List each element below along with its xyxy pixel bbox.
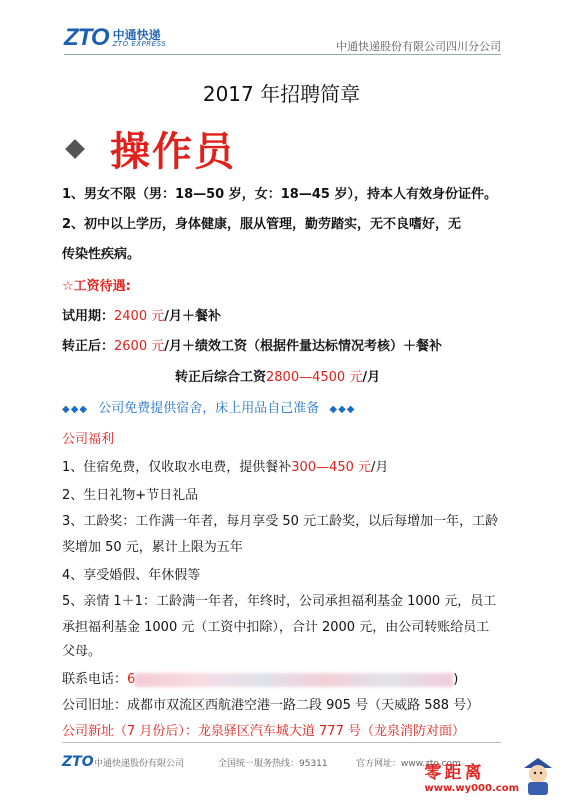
- company-branch-name: 中通快递股份有限公司四川分公司: [336, 40, 501, 53]
- trial-amount: 2400 元: [114, 309, 165, 324]
- diamond-bullet-icon: [65, 139, 85, 159]
- logo-mark: ZTO: [64, 24, 109, 51]
- housing-text: 公司免费提供宿舍，床上用品自己准备: [98, 401, 320, 416]
- salary-heading: ☆工资待遇:: [62, 279, 131, 294]
- footer-logo: ZTO: [62, 754, 94, 770]
- trial-salary-line: [62, 305, 221, 324]
- total-amount: 2800—4500 元: [266, 370, 363, 385]
- benefit-5-line-2: 承担福利基金 1000 元（工资中扣除），合计 2000 元，由公司转账给员工: [62, 620, 490, 635]
- phone-end: ): [453, 672, 459, 687]
- watermark: [422, 756, 557, 796]
- position-heading: [62, 120, 236, 177]
- requirement-1: 1、男女不限（男：18—50 岁，女：18—45 岁），持本人有效身份证件。: [62, 187, 497, 202]
- benefit-5-line-3: 父母。: [62, 644, 102, 659]
- requirement-2-line-2: 传染性疾病。: [62, 247, 141, 262]
- watermark-name: 零距离: [424, 763, 485, 783]
- trial-label: 试用期：: [62, 309, 115, 324]
- page-footer: [0, 738, 563, 800]
- total-label: 转正后综合工资: [175, 370, 267, 385]
- logo-chinese-name: 中通快递: [112, 27, 161, 42]
- footer-hotline: 全国统一服务热线：95311: [218, 759, 328, 769]
- benefit-5-line-1: 5、亲情 1＋1：工龄满一年者，年终时，公司承担福利基金 1000 元，员工: [62, 594, 497, 609]
- watermark-url: www.wy000.com: [424, 783, 519, 794]
- housing-line: [62, 397, 355, 416]
- regular-label: 转正后：: [62, 339, 115, 354]
- total-salary-line: [175, 366, 380, 385]
- contact-phone-line: [62, 668, 458, 687]
- header-divider: [64, 54, 501, 55]
- redacted-phone: [135, 673, 453, 687]
- regular-amount: 2600 元: [114, 339, 165, 354]
- position-title: 操作员: [110, 129, 236, 175]
- trial-rest: /月＋餐补: [164, 309, 221, 324]
- benefits-heading: 公司福利: [62, 432, 115, 447]
- benefit-1-text: 1、住宿免费，仅收取水电费，提供餐补: [62, 460, 292, 475]
- regular-salary-line: [62, 335, 442, 354]
- new-address: 公司新址（7 月份后）：龙泉驿区汽车城大道 777 号（龙泉消防对面）: [62, 724, 465, 739]
- page-title: 2017 年招聘简章: [202, 82, 361, 106]
- footer-company: 中通快递股份有限公司: [94, 759, 185, 769]
- zto-logo: [64, 24, 166, 52]
- phone-label: 联系电话：: [62, 672, 128, 687]
- footer-website: 官方网址：www.zto.com: [356, 759, 461, 769]
- regular-rest: /月＋绩效工资（根据件量达标情况考核）＋餐补: [164, 339, 442, 354]
- mascot-icon: [519, 756, 557, 796]
- footer-divider: [62, 742, 501, 743]
- benefit-2: 2、生日礼物+节日礼品: [62, 488, 199, 503]
- old-address: 公司旧址：成都市双流区西航港空港一路二段 905 号（天威路 588 号）: [62, 698, 480, 713]
- requirement-2-line-1: 2、初中以上学历，身体健康，服从管理，勤劳踏实，无不良嗜好，无: [62, 217, 462, 232]
- total-rest: /月: [362, 370, 381, 385]
- benefit-1-unit: /月: [371, 460, 389, 475]
- page-header: [0, 0, 563, 58]
- benefit-1: [62, 456, 388, 475]
- benefit-3-line-1: 3、工龄奖：工作满一年者，每月享受 50 元工龄奖，以后每增加一年，工龄: [62, 514, 499, 529]
- diamond-dots-left-icon: ◆◆◆: [62, 404, 89, 415]
- benefit-3-line-2: 奖增加 50 元，累计上限为五年: [62, 540, 243, 555]
- benefit-4: 4、享受婚假、年休假等: [62, 568, 201, 583]
- phone-start: 6: [127, 672, 136, 687]
- benefit-1-amount: 300—450 元: [291, 460, 372, 475]
- diamond-dots-right-icon: ◆◆◆: [329, 404, 356, 415]
- logo-english-name: ZTO EXPRESS: [112, 39, 167, 48]
